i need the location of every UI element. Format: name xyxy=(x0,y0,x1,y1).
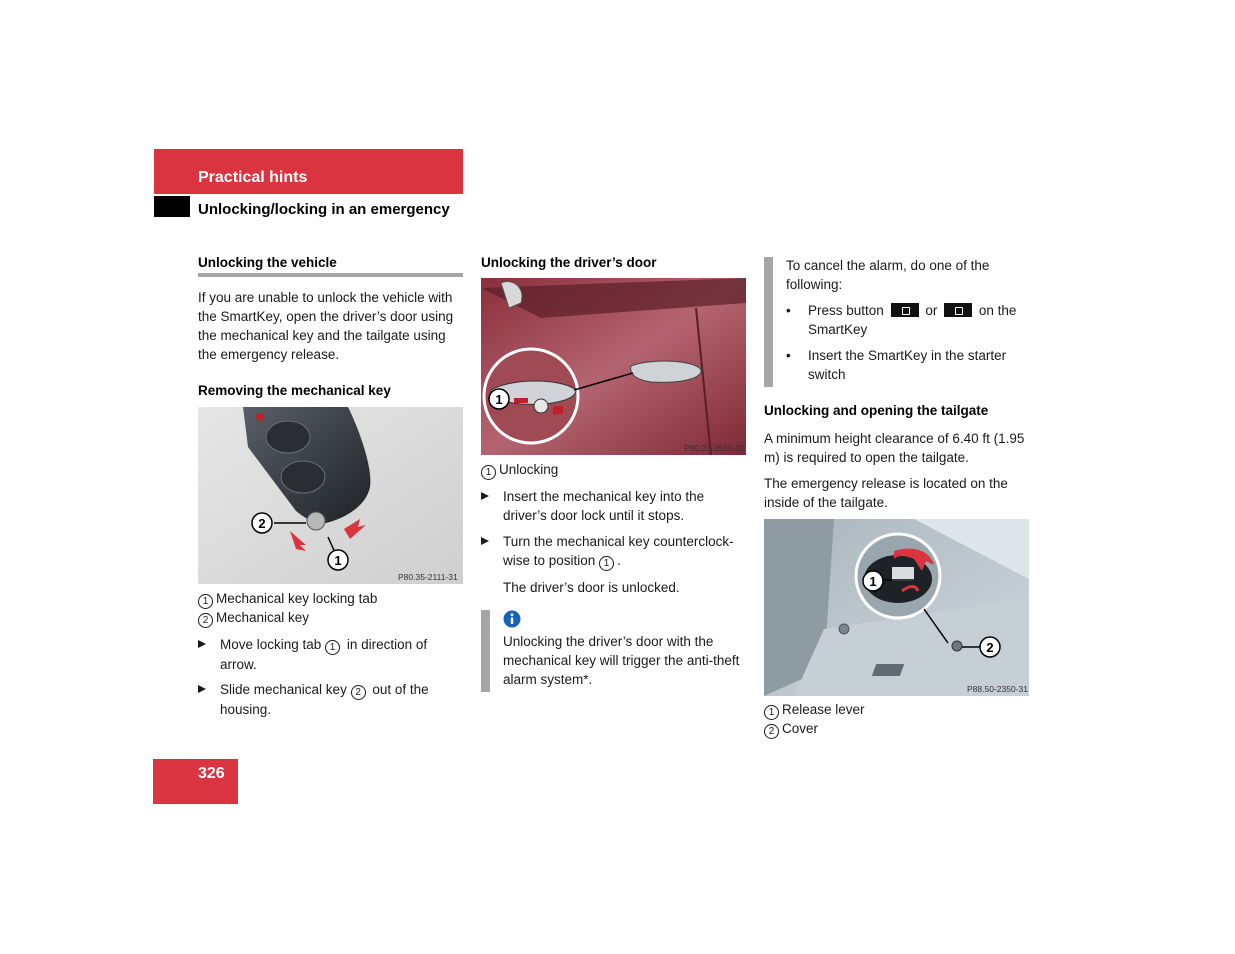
legend-item: 1 Mechanical key locking tab xyxy=(198,590,463,609)
figure-tailgate xyxy=(764,519,1029,696)
page-number: 326 xyxy=(198,765,225,782)
step-arrow-icon xyxy=(198,640,206,648)
page-number-box xyxy=(153,759,238,804)
svg-text:2: 2 xyxy=(258,516,266,531)
door-illustration xyxy=(481,278,746,455)
heading-drivers-door: Unlocking the driver’s door xyxy=(481,255,657,270)
bullet-press-button: • Press button or on the SmartKey xyxy=(786,303,1017,337)
figure-smartkey xyxy=(198,407,463,584)
legend-tailgate xyxy=(764,701,1029,739)
step-turn-key: Turn the mechanical key counterclock-wise to position 1 . xyxy=(481,532,747,571)
step-move-locking-tab: Move locking tab 1 in direction of arrow. xyxy=(198,635,464,674)
subsection-title: Unlocking/locking in an emergency xyxy=(198,201,450,218)
legend-item: 2 Cover xyxy=(764,720,1029,739)
lock-button-icon xyxy=(944,303,972,317)
heading-rule xyxy=(198,273,463,277)
bullet-dot: • xyxy=(786,303,791,318)
figure-ref: P88.50-2350-31 xyxy=(967,684,1028,694)
svg-text:2: 2 xyxy=(986,640,994,655)
unlock-button-icon xyxy=(891,303,919,317)
legend-smartkey xyxy=(198,590,463,628)
figure-door xyxy=(481,278,746,455)
svg-text:1: 1 xyxy=(495,392,503,407)
info-bar xyxy=(481,610,490,692)
svg-text:1: 1 xyxy=(869,574,877,589)
cancel-alarm-intro: To cancel the alarm, do one of the following: xyxy=(786,258,990,292)
tailgate-release-location: The emergency release is located on the inside of the tailgate. xyxy=(764,476,1008,510)
figure-ref: P80.20-2615-31 xyxy=(684,443,745,453)
step-arrow-icon xyxy=(198,685,206,693)
step-arrow-icon xyxy=(481,492,489,500)
door-unlocked-result: The driver’s door is unlocked. xyxy=(503,580,680,595)
heading-removing-key: Removing the mechanical key xyxy=(198,383,391,398)
svg-text:1: 1 xyxy=(334,553,342,568)
legend-item: 2 Mechanical key xyxy=(198,609,463,628)
smartkey-illustration xyxy=(198,407,463,584)
bullet-insert-smartkey: • Insert the SmartKey in the starter switch xyxy=(786,348,1007,382)
info-icon xyxy=(503,610,521,628)
note-bar xyxy=(764,257,773,387)
info-text: Unlocking the driver’s door with the mechanical key will trigger the anti-theft alarm system*. xyxy=(503,634,740,687)
tailgate-clearance: A minimum height clearance of 6.40 ft (1.95 m) is required to open the tailgate. xyxy=(764,431,1025,465)
step-arrow-icon xyxy=(481,537,489,545)
subsection-marker xyxy=(154,196,190,217)
bullet-dot: • xyxy=(786,348,791,363)
section-title: Practical hints xyxy=(198,169,308,186)
step-insert-key: Insert the mechanical key into the driver’s door lock until it stops. xyxy=(481,487,747,525)
figure-ref: P80.35-2111-31 xyxy=(398,572,458,582)
legend-item: 1 Release lever xyxy=(764,701,1029,720)
intro-paragraph: If you are unable to unlock the vehicle with the SmartKey, open the driver’s door using the mechanical key and the tailgate using the emergency release. xyxy=(198,290,454,362)
heading-unlocking-vehicle: Unlocking the vehicle xyxy=(198,255,337,270)
step-slide-key: Slide mechanical key 2 out of the housing. xyxy=(198,680,464,719)
heading-tailgate: Unlocking and opening the tailgate xyxy=(764,403,989,418)
tailgate-illustration xyxy=(764,519,1029,696)
legend-door: 1 Unlocking xyxy=(481,461,558,480)
